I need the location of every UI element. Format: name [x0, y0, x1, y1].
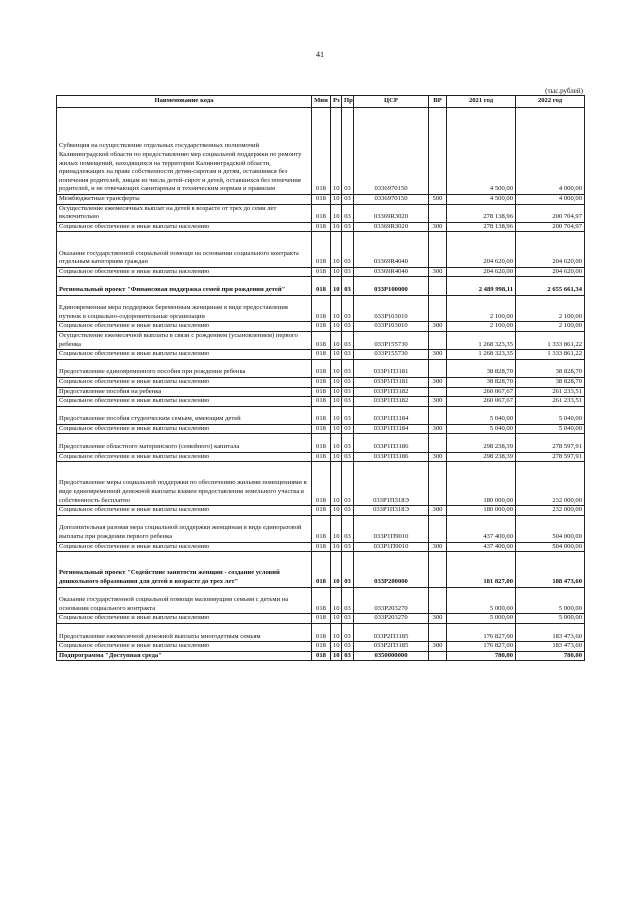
row-name-cell: Социальное обеспечение и иные выплаты населению: [57, 452, 312, 462]
table-row: [57, 434, 585, 452]
row-2022-cell: 232 000,00: [516, 506, 585, 516]
table-row: [57, 552, 585, 587]
row-pr-cell: 03: [342, 614, 354, 624]
row-2022-cell: 1 333 861,22: [516, 350, 585, 360]
row-name-cell: Предоставление пособия студенческим семьям, имеющим детей: [57, 406, 312, 424]
row-rz-cell: 10: [331, 204, 342, 222]
row-rz-cell: 10: [331, 587, 342, 614]
row-min-cell: 018: [312, 222, 331, 232]
row-vr-cell: [429, 277, 447, 295]
row-2022-cell: 261 233,51: [516, 387, 585, 397]
row-pr-cell: 03: [342, 331, 354, 349]
row-name-cell: Региональный проект "Содействие занятости женщин - создание условий дошкольного образования для детей в возрасте до трех лет": [57, 552, 312, 587]
row-min-cell: 018: [312, 377, 331, 387]
row-csr-cell: 033P2П3185: [354, 624, 429, 642]
row-vr-cell: [429, 515, 447, 542]
row-min-cell: 018: [312, 277, 331, 295]
row-name-cell: Социальное обеспечение и иные выплаты населению: [57, 614, 312, 624]
row-2021-cell: 180 000,00: [447, 506, 516, 516]
row-name-cell: Социальное обеспечение и иные выплаты населению: [57, 642, 312, 652]
row-vr-cell: 300: [429, 222, 447, 232]
row-csr-cell: 033P1П3181: [354, 377, 429, 387]
row-min-cell: 018: [312, 387, 331, 397]
row-rz-cell: 10: [331, 295, 342, 322]
row-pr-cell: 03: [342, 232, 354, 267]
row-2022-cell: 200 704,97: [516, 204, 585, 222]
row-pr-cell: 03: [342, 462, 354, 506]
row-name-cell: Предоставление единовременного пособия при рождении ребенка: [57, 359, 312, 377]
row-csr-cell: 033P155730: [354, 350, 429, 360]
row-vr-cell: [429, 406, 447, 424]
row-pr-cell: 03: [342, 515, 354, 542]
row-min-cell: 018: [312, 232, 331, 267]
table-row: [57, 624, 585, 642]
unit-label: (тыс.рублей): [545, 87, 583, 95]
row-pr-cell: 03: [342, 295, 354, 322]
row-csr-cell: 033P1П9010: [354, 515, 429, 542]
row-2021-cell: 38 828,70: [447, 377, 516, 387]
row-min-cell: 018: [312, 552, 331, 587]
row-csr-cell: 03369R3020: [354, 204, 429, 222]
table-row: [57, 108, 585, 195]
row-min-cell: 018: [312, 624, 331, 642]
row-min-cell: 018: [312, 295, 331, 322]
row-pr-cell: 03: [342, 222, 354, 232]
row-vr-cell: [429, 232, 447, 267]
row-vr-cell: [429, 331, 447, 349]
row-2021-cell: 278 138,96: [447, 204, 516, 222]
row-rz-cell: 10: [331, 108, 342, 195]
row-name-cell: Социальное обеспечение и иные выплаты населению: [57, 397, 312, 407]
row-min-cell: 018: [312, 397, 331, 407]
row-vr-cell: [429, 624, 447, 642]
row-pr-cell: 03: [342, 204, 354, 222]
row-2021-cell: 260 067,67: [447, 387, 516, 397]
row-csr-cell: 033P1П9010: [354, 542, 429, 552]
row-rz-cell: 10: [331, 552, 342, 587]
table-row: [57, 195, 585, 205]
row-vr-cell: 300: [429, 614, 447, 624]
row-pr-cell: 03: [342, 624, 354, 642]
row-vr-cell: [429, 651, 447, 661]
table-row: [57, 222, 585, 232]
row-vr-cell: [429, 359, 447, 377]
row-min-cell: 018: [312, 195, 331, 205]
table-row: [57, 359, 585, 377]
row-2022-cell: 5 000,00: [516, 614, 585, 624]
table-row: [57, 377, 585, 387]
row-2022-cell: 5 040,00: [516, 424, 585, 434]
row-2021-cell: 260 067,67: [447, 397, 516, 407]
row-min-cell: 018: [312, 542, 331, 552]
row-min-cell: 018: [312, 331, 331, 349]
row-name-cell: Оказание государственной социальной помощи малоимущим семьям с детьми на основании социального контракта: [57, 587, 312, 614]
row-min-cell: 018: [312, 452, 331, 462]
row-csr-cell: 033P1П3186: [354, 452, 429, 462]
row-pr-cell: 03: [342, 642, 354, 652]
row-name-cell: Оказание государственной социальной помощи на основании социального контракта отдельным категориям граждан: [57, 232, 312, 267]
row-2022-cell: 183 473,60: [516, 624, 585, 642]
row-csr-cell: 03369R3020: [354, 222, 429, 232]
row-name-cell: Межбюджетные трансферты: [57, 195, 312, 205]
row-2022-cell: 183 473,60: [516, 642, 585, 652]
row-pr-cell: 03: [342, 651, 354, 661]
row-csr-cell: 033P1П3184: [354, 406, 429, 424]
table-row: [57, 506, 585, 516]
row-rz-cell: 10: [331, 506, 342, 516]
row-rz-cell: 10: [331, 377, 342, 387]
row-vr-cell: 300: [429, 377, 447, 387]
table-row: [57, 515, 585, 542]
row-csr-cell: 033P1П3184: [354, 424, 429, 434]
row-vr-cell: [429, 108, 447, 195]
row-rz-cell: 10: [331, 322, 342, 332]
row-name-cell: Социальное обеспечение и иные выплаты населению: [57, 424, 312, 434]
row-vr-cell: 300: [429, 350, 447, 360]
row-csr-cell: 03369R4040: [354, 267, 429, 277]
table-row: [57, 462, 585, 506]
row-pr-cell: 03: [342, 506, 354, 516]
row-vr-cell: [429, 204, 447, 222]
row-2021-cell: 298 238,39: [447, 434, 516, 452]
row-pr-cell: 03: [342, 359, 354, 377]
row-name-cell: Осуществление ежемесячной выплаты в связи с рождением (усыновлением) первого ребенка: [57, 331, 312, 349]
row-min-cell: 018: [312, 515, 331, 542]
row-2021-cell: 780,00: [447, 651, 516, 661]
row-name-cell: Осуществление ежемесячных выплат на детей в возрасте от трех до семи лет включительно: [57, 204, 312, 222]
row-pr-cell: 03: [342, 387, 354, 397]
row-2021-cell: 204 620,00: [447, 267, 516, 277]
row-2021-cell: 4 500,00: [447, 195, 516, 205]
row-vr-cell: 300: [429, 642, 447, 652]
row-name-cell: Дополнительная разовая мера социальной поддержки женщинам в виде единоразовой выплаты при рождении первого ребенка: [57, 515, 312, 542]
row-2022-cell: 188 473,60: [516, 552, 585, 587]
row-name-cell: Предоставление областного материнского (семейного) капитала: [57, 434, 312, 452]
row-pr-cell: 03: [342, 267, 354, 277]
row-name-cell: Социальное обеспечение и иные выплаты населению: [57, 222, 312, 232]
header-vr: ВР: [429, 96, 447, 108]
row-rz-cell: 10: [331, 515, 342, 542]
row-name-cell: Социальное обеспечение и иные выплаты населению: [57, 506, 312, 516]
row-vr-cell: [429, 295, 447, 322]
table-row: [57, 331, 585, 349]
row-2022-cell: 261 233,51: [516, 397, 585, 407]
row-csr-cell: 0350000000: [354, 651, 429, 661]
row-2022-cell: 4 000,00: [516, 195, 585, 205]
row-2021-cell: 5 000,00: [447, 614, 516, 624]
header-pr: Пр: [342, 96, 354, 108]
row-pr-cell: 03: [342, 322, 354, 332]
row-min-cell: 018: [312, 434, 331, 452]
row-vr-cell: [429, 552, 447, 587]
row-name-cell: Субвенция на осуществление отдельных государственных полномочий Калининградской области по предоставлению мер социальной поддержки по ремонту жилых помещений, находящихся на территории Калининградской области, принадлежащих на праве собственности детям-сиротам и детям, оставшимся без попечения родителей, лицам из числа детей-сирот и детей, оставшихся без попечения родителей, и не отвечающих санитарным и техническим нормам и правилам: [57, 108, 312, 195]
row-2022-cell: 204 620,00: [516, 267, 585, 277]
row-vr-cell: 300: [429, 322, 447, 332]
row-rz-cell: 10: [331, 406, 342, 424]
row-rz-cell: 10: [331, 387, 342, 397]
row-min-cell: 018: [312, 406, 331, 424]
table-row: [57, 350, 585, 360]
row-2021-cell: 5 000,00: [447, 587, 516, 614]
row-pr-cell: 03: [342, 406, 354, 424]
row-name-cell: Региональный проект "Финансовая поддержка семей при рождении детей": [57, 277, 312, 295]
table-row: [57, 295, 585, 322]
row-rz-cell: 10: [331, 424, 342, 434]
row-name-cell: Социальное обеспечение и иные выплаты населению: [57, 377, 312, 387]
table-row: [57, 406, 585, 424]
table-row: [57, 204, 585, 222]
row-rz-cell: 10: [331, 331, 342, 349]
row-2022-cell: 278 597,91: [516, 452, 585, 462]
row-csr-cell: 033P200000: [354, 552, 429, 587]
row-min-cell: 018: [312, 462, 331, 506]
row-2021-cell: 38 828,70: [447, 359, 516, 377]
row-pr-cell: 03: [342, 552, 354, 587]
row-pr-cell: 03: [342, 377, 354, 387]
table-row: [57, 651, 585, 661]
row-name-cell: Социальное обеспечение и иные выплаты населению: [57, 542, 312, 552]
table-row: [57, 614, 585, 624]
row-pr-cell: 03: [342, 195, 354, 205]
row-pr-cell: 03: [342, 277, 354, 295]
row-name-cell: Социальное обеспечение и иные выплаты населению: [57, 267, 312, 277]
row-2021-cell: 437 400,00: [447, 515, 516, 542]
row-2022-cell: 780,00: [516, 651, 585, 661]
table-row: [57, 542, 585, 552]
row-pr-cell: 03: [342, 424, 354, 434]
row-2021-cell: 5 040,00: [447, 406, 516, 424]
row-name-cell: Предоставление пособия на ребенка: [57, 387, 312, 397]
row-2021-cell: 180 000,00: [447, 462, 516, 506]
budget-table: [56, 95, 585, 661]
row-2021-cell: 437 400,00: [447, 542, 516, 552]
row-vr-cell: 300: [429, 506, 447, 516]
row-csr-cell: 033P1П3182: [354, 387, 429, 397]
row-min-cell: 018: [312, 642, 331, 652]
header-name: Наименование кода: [57, 96, 312, 108]
row-2022-cell: 4 000,00: [516, 108, 585, 195]
row-csr-cell: 033P100000: [354, 277, 429, 295]
table-row: [57, 452, 585, 462]
table-row: [57, 232, 585, 267]
header-rz: Рз: [331, 96, 342, 108]
row-csr-cell: 033P103010: [354, 295, 429, 322]
row-vr-cell: 300: [429, 542, 447, 552]
row-name-cell: Единовременная мера поддержки беременным женщинам в виде предоставления путевок в социально-оздоровительные организации: [57, 295, 312, 322]
row-rz-cell: 10: [331, 232, 342, 267]
row-2021-cell: 176 827,00: [447, 624, 516, 642]
row-2022-cell: 204 620,00: [516, 232, 585, 267]
row-rz-cell: 10: [331, 614, 342, 624]
row-2022-cell: 5 040,00: [516, 406, 585, 424]
row-rz-cell: 10: [331, 651, 342, 661]
row-pr-cell: 03: [342, 350, 354, 360]
row-vr-cell: [429, 462, 447, 506]
row-csr-cell: 033P203270: [354, 587, 429, 614]
row-2021-cell: 278 138,96: [447, 222, 516, 232]
row-rz-cell: 10: [331, 350, 342, 360]
row-rz-cell: 10: [331, 542, 342, 552]
row-vr-cell: 500: [429, 195, 447, 205]
row-rz-cell: 10: [331, 452, 342, 462]
row-2022-cell: 200 704,97: [516, 222, 585, 232]
row-2021-cell: 2 100,00: [447, 322, 516, 332]
header-csr: ЦСР: [354, 96, 429, 108]
row-name-cell: Подпрограмма "Доступная среда": [57, 651, 312, 661]
row-pr-cell: 03: [342, 108, 354, 195]
row-2022-cell: 278 597,91: [516, 434, 585, 452]
row-rz-cell: 10: [331, 267, 342, 277]
row-rz-cell: 10: [331, 222, 342, 232]
table-row: [57, 642, 585, 652]
table-row: [57, 322, 585, 332]
row-min-cell: 018: [312, 359, 331, 377]
table-row: [57, 424, 585, 434]
row-pr-cell: 03: [342, 587, 354, 614]
table-row: [57, 397, 585, 407]
row-rz-cell: 10: [331, 434, 342, 452]
row-name-cell: Социальное обеспечение и иные выплаты населению: [57, 350, 312, 360]
table-body: [57, 108, 585, 661]
row-name-cell: Предоставление меры социальной поддержки по обеспечению жилыми помещениями в виде единовременной денежной выплаты взамен предоставления земельного участка в собственность бесплатно: [57, 462, 312, 506]
row-2022-cell: 2 100,00: [516, 295, 585, 322]
row-vr-cell: [429, 587, 447, 614]
table-row: [57, 387, 585, 397]
row-rz-cell: 10: [331, 277, 342, 295]
row-min-cell: 018: [312, 267, 331, 277]
row-pr-cell: 03: [342, 434, 354, 452]
row-min-cell: 018: [312, 204, 331, 222]
header-2021: 2021 год: [447, 96, 516, 108]
row-csr-cell: 033P1П3186: [354, 434, 429, 452]
row-min-cell: 018: [312, 614, 331, 624]
row-vr-cell: 300: [429, 267, 447, 277]
row-csr-cell: 0336970150: [354, 108, 429, 195]
row-rz-cell: 10: [331, 195, 342, 205]
row-2021-cell: 4 500,00: [447, 108, 516, 195]
row-min-cell: 018: [312, 322, 331, 332]
row-2022-cell: 38 828,70: [516, 377, 585, 387]
row-rz-cell: 10: [331, 397, 342, 407]
row-vr-cell: [429, 434, 447, 452]
row-min-cell: 018: [312, 108, 331, 195]
row-min-cell: 018: [312, 350, 331, 360]
row-2022-cell: 5 000,00: [516, 587, 585, 614]
row-2021-cell: 204 620,00: [447, 232, 516, 267]
row-2022-cell: 1 333 861,22: [516, 331, 585, 349]
row-2021-cell: 2 100,00: [447, 295, 516, 322]
row-rz-cell: 10: [331, 462, 342, 506]
row-name-cell: Предоставление ежемесячной денежной выплаты многодетным семьям: [57, 624, 312, 642]
row-2021-cell: 1 268 323,35: [447, 331, 516, 349]
row-2022-cell: 504 000,00: [516, 515, 585, 542]
row-csr-cell: 033P1П318Э: [354, 462, 429, 506]
table-row: [57, 277, 585, 295]
row-min-cell: 018: [312, 424, 331, 434]
row-2022-cell: 232 000,00: [516, 462, 585, 506]
row-csr-cell: 033P203270: [354, 614, 429, 624]
row-2022-cell: 38 828,70: [516, 359, 585, 377]
row-rz-cell: 10: [331, 624, 342, 642]
table-row: [57, 267, 585, 277]
row-2022-cell: 504 000,00: [516, 542, 585, 552]
row-min-cell: 018: [312, 506, 331, 516]
row-rz-cell: 10: [331, 359, 342, 377]
row-2021-cell: 5 040,00: [447, 424, 516, 434]
table-header-row: [57, 96, 585, 108]
row-vr-cell: [429, 387, 447, 397]
row-2021-cell: 181 827,00: [447, 552, 516, 587]
row-vr-cell: 300: [429, 452, 447, 462]
row-min-cell: 018: [312, 587, 331, 614]
row-2021-cell: 2 489 998,11: [447, 277, 516, 295]
row-2021-cell: 176 827,00: [447, 642, 516, 652]
page-number: 41: [316, 50, 324, 59]
table-row: [57, 587, 585, 614]
row-csr-cell: 033P2П3185: [354, 642, 429, 652]
row-2022-cell: 2 655 661,34: [516, 277, 585, 295]
header-min: Мин: [312, 96, 331, 108]
row-csr-cell: 033P1П3182: [354, 397, 429, 407]
row-min-cell: 018: [312, 651, 331, 661]
header-2022: 2022 год: [516, 96, 585, 108]
row-2022-cell: 2 100,00: [516, 322, 585, 332]
row-csr-cell: 033P155730: [354, 331, 429, 349]
row-name-cell: Социальное обеспечение и иные выплаты населению: [57, 322, 312, 332]
row-2021-cell: 1 268 323,35: [447, 350, 516, 360]
row-pr-cell: 03: [342, 542, 354, 552]
row-2021-cell: 298 238,39: [447, 452, 516, 462]
row-rz-cell: 10: [331, 642, 342, 652]
row-csr-cell: 03369R4040: [354, 232, 429, 267]
row-csr-cell: 033P1П318Э: [354, 506, 429, 516]
row-csr-cell: 033P1П3181: [354, 359, 429, 377]
row-vr-cell: 300: [429, 424, 447, 434]
row-vr-cell: 300: [429, 397, 447, 407]
row-pr-cell: 03: [342, 452, 354, 462]
row-pr-cell: 03: [342, 397, 354, 407]
row-csr-cell: 033P103010: [354, 322, 429, 332]
row-csr-cell: 0336970150: [354, 195, 429, 205]
